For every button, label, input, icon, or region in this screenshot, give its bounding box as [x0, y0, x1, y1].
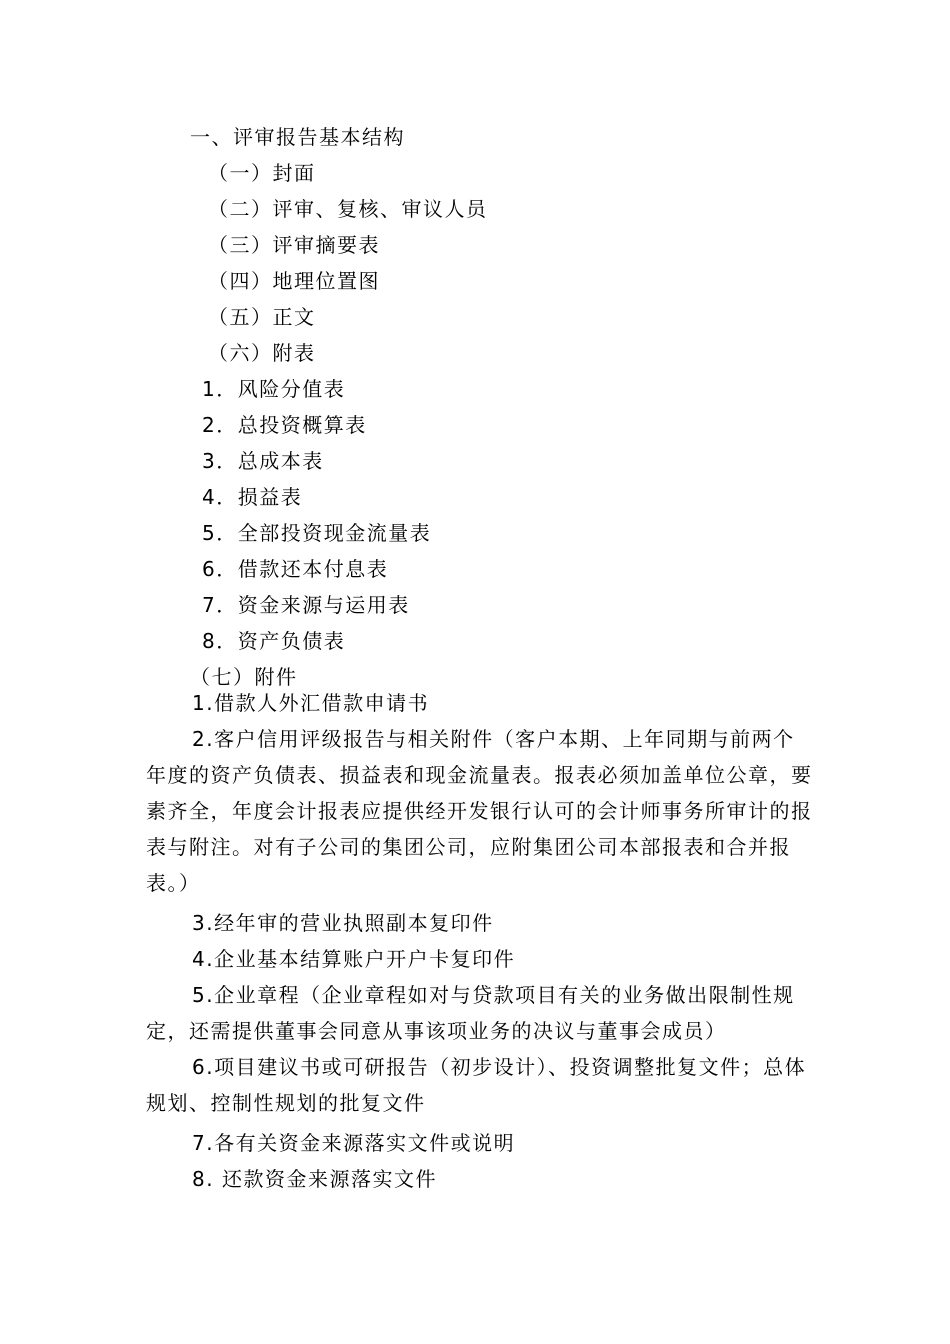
schedule-item: 3．总成本表: [202, 449, 324, 473]
schedule-item: 5．全部投资现金流量表: [202, 521, 432, 545]
attachment-paragraph: 5.企业章程（企业章程如对与贷款项目有关的业务做出限制性规定，还需提供董事会同意从事该项业务的决议与董事会成员）: [146, 983, 795, 1043]
section-item: （三）评审摘要表: [208, 233, 380, 257]
section-item: （一）封面: [208, 161, 316, 185]
schedule-item: 1．风险分值表: [202, 377, 346, 401]
section-item: （二）评审、复核、审议人员: [208, 197, 488, 221]
schedule-item: 8．资产负债表: [202, 629, 346, 653]
schedule-item: 2．总投资概算表: [202, 413, 367, 437]
schedule-item: 7．资金来源与运用表: [202, 593, 410, 617]
schedule-item: 4．损益表: [202, 485, 303, 509]
schedule-item: 6．借款还本付息表: [202, 557, 389, 581]
section-heading: 一、评审报告基本结构: [190, 125, 405, 149]
attachment-item: 1.借款人外汇借款申请书: [192, 691, 430, 715]
attachment-paragraph: 6.项目建议书或可研报告（初步设计）、投资调整批复文件；总体规划、控制性规划的批复文件: [146, 1055, 807, 1115]
attachment-item: 4.企业基本结算账户开户卡复印件: [192, 947, 516, 971]
attachment-paragraph: 2.客户信用评级报告与相关附件（客户本期、上年同期与前两个年度的资产负债表、损益表和现金流量表。报表必须加盖单位公章，要素齐全，年度会计报表应提供经开发银行认可的会计师事务所审计的报表与附注。对有子公司的集团公司，应附集团公司本部报表和合并报表。）: [146, 727, 813, 895]
attachment-item: 8. 还款资金来源落实文件: [192, 1167, 437, 1191]
attachment-item: 3.经年审的营业执照副本复印件: [192, 911, 494, 935]
section-item: （六）附表: [208, 341, 316, 365]
section-item: （四）地理位置图: [208, 269, 380, 293]
attachments-heading: （七）附件: [190, 665, 298, 689]
section-item: （五）正文: [208, 305, 316, 329]
attachment-item: 7.各有关资金来源落实文件或说明: [192, 1131, 516, 1155]
